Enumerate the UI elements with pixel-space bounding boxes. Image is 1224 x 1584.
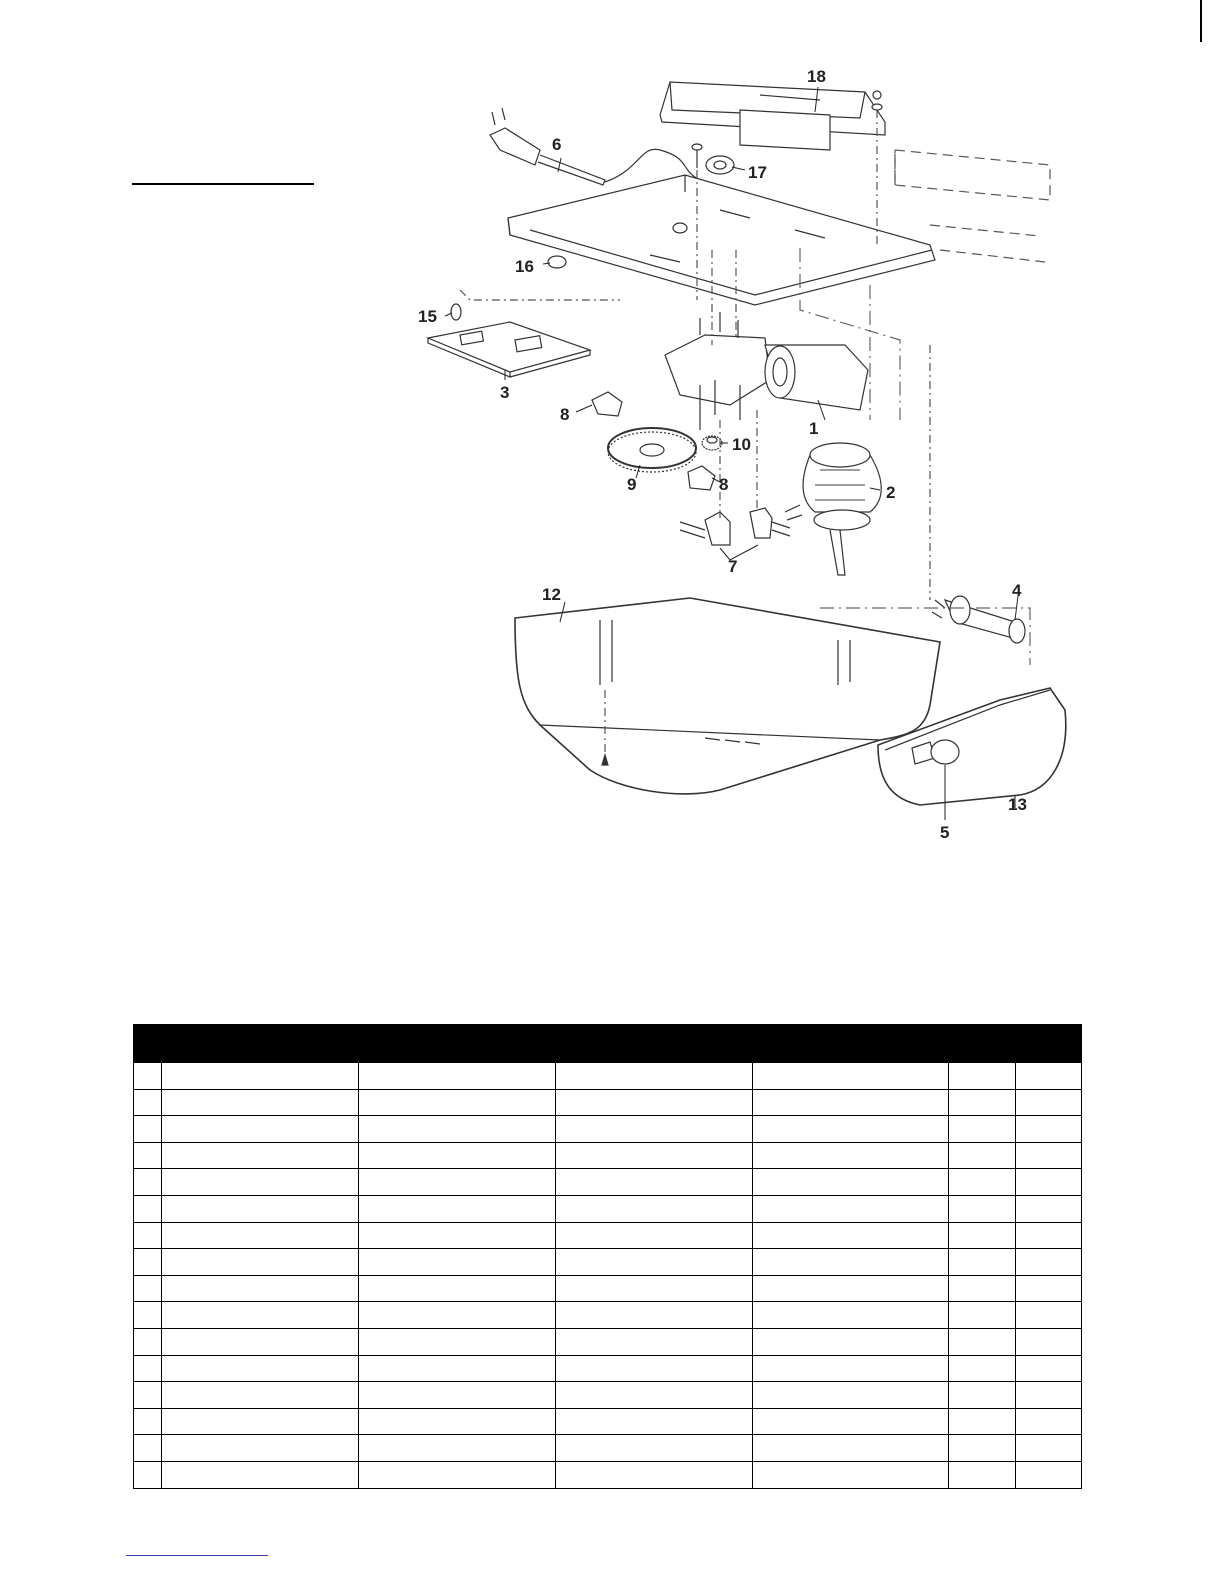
sprocket xyxy=(692,144,734,174)
table-cell xyxy=(134,1116,162,1143)
main-cover xyxy=(515,598,940,794)
table-cell xyxy=(753,1063,949,1090)
table-cell xyxy=(1016,1169,1082,1196)
table-cell xyxy=(556,1222,753,1249)
table-row xyxy=(134,1275,1082,1302)
capacitor xyxy=(785,443,881,575)
table-cell xyxy=(359,1355,556,1382)
table-cell xyxy=(162,1116,359,1143)
table-cell xyxy=(359,1275,556,1302)
table-cell xyxy=(134,1302,162,1329)
table-cell xyxy=(359,1222,556,1249)
table-cell xyxy=(134,1408,162,1435)
callout-7: 7 xyxy=(728,557,738,576)
table-cell xyxy=(134,1382,162,1409)
table-cell xyxy=(949,1355,1016,1382)
nut-16 xyxy=(548,256,566,268)
callout-13: 13 xyxy=(1008,795,1027,814)
table-cell xyxy=(134,1461,162,1488)
table-cell xyxy=(1016,1116,1082,1143)
table-cell xyxy=(753,1408,949,1435)
table-cell xyxy=(949,1063,1016,1090)
table-cell xyxy=(1016,1355,1082,1382)
table-cell xyxy=(753,1382,949,1409)
worm-gear xyxy=(702,436,722,450)
table-cell xyxy=(556,1328,753,1355)
table-cell xyxy=(556,1355,753,1382)
callout-6: 6 xyxy=(552,135,562,154)
page-edge-line xyxy=(1200,0,1202,42)
table-cell xyxy=(556,1249,753,1276)
table-cell xyxy=(359,1195,556,1222)
header-cell xyxy=(753,1025,949,1063)
table-cell xyxy=(1016,1408,1082,1435)
clip-upper xyxy=(592,392,622,416)
table-cell xyxy=(162,1063,359,1090)
table-cell xyxy=(359,1142,556,1169)
table-cell xyxy=(556,1089,753,1116)
table-cell xyxy=(162,1328,359,1355)
table-cell xyxy=(556,1169,753,1196)
table-cell xyxy=(949,1249,1016,1276)
table-cell xyxy=(162,1089,359,1116)
table-cell xyxy=(134,1063,162,1090)
table-cell xyxy=(1016,1302,1082,1329)
table-cell xyxy=(1016,1222,1082,1249)
callout-4: 4 xyxy=(1012,581,1022,600)
circuit-board xyxy=(428,322,590,377)
callout-8-lower: 8 xyxy=(719,475,729,494)
exploded-parts-diagram xyxy=(400,55,1100,865)
table-row xyxy=(134,1355,1082,1382)
clip-lower xyxy=(688,466,715,490)
table-cell xyxy=(949,1275,1016,1302)
heading-underline xyxy=(132,183,314,185)
table-cell xyxy=(556,1195,753,1222)
table-cell xyxy=(359,1089,556,1116)
table-cell xyxy=(162,1275,359,1302)
table-cell xyxy=(556,1461,753,1488)
table-cell xyxy=(1016,1249,1082,1276)
table-row xyxy=(134,1249,1082,1276)
table-cell xyxy=(162,1302,359,1329)
limit-switches xyxy=(680,508,790,545)
table-row xyxy=(134,1116,1082,1143)
fastener-15 xyxy=(451,304,461,320)
table-cell xyxy=(1016,1382,1082,1409)
table-cell xyxy=(359,1302,556,1329)
table-cell xyxy=(949,1089,1016,1116)
callout-18: 18 xyxy=(807,67,826,86)
table-cell xyxy=(753,1116,949,1143)
table-cell xyxy=(556,1142,753,1169)
table-row xyxy=(134,1302,1082,1329)
table-cell xyxy=(134,1328,162,1355)
table-cell xyxy=(753,1195,949,1222)
table-cell xyxy=(556,1063,753,1090)
callout-12: 12 xyxy=(542,585,561,604)
table-cell xyxy=(753,1328,949,1355)
table-cell xyxy=(1016,1142,1082,1169)
table-row xyxy=(134,1089,1082,1116)
main-gear xyxy=(608,428,696,472)
table-cell xyxy=(1016,1461,1082,1488)
mounting-bracket xyxy=(660,82,885,150)
table-row xyxy=(134,1222,1082,1249)
table-cell xyxy=(162,1249,359,1276)
header-cell xyxy=(162,1025,359,1063)
table-cell xyxy=(134,1195,162,1222)
bracket-screw xyxy=(873,91,881,99)
table-cell xyxy=(134,1249,162,1276)
table-cell xyxy=(1016,1063,1082,1090)
callout-15: 15 xyxy=(418,307,437,326)
table-row xyxy=(134,1461,1082,1488)
table-row xyxy=(134,1195,1082,1222)
table-cell xyxy=(556,1382,753,1409)
table-cell xyxy=(949,1142,1016,1169)
table-cell xyxy=(1016,1089,1082,1116)
table-cell xyxy=(949,1195,1016,1222)
callout-10: 10 xyxy=(732,435,751,454)
chassis-plate xyxy=(508,175,935,305)
table-row xyxy=(134,1435,1082,1462)
table-row xyxy=(134,1063,1082,1090)
table-row xyxy=(134,1169,1082,1196)
header-cell xyxy=(1016,1025,1082,1063)
footer-link-underline xyxy=(126,1555,268,1556)
table-cell xyxy=(949,1408,1016,1435)
table-cell xyxy=(753,1142,949,1169)
header-cell xyxy=(556,1025,753,1063)
table-cell xyxy=(162,1355,359,1382)
table-cell xyxy=(949,1435,1016,1462)
table-row xyxy=(134,1328,1082,1355)
table-cell xyxy=(1016,1328,1082,1355)
table-cell xyxy=(359,1249,556,1276)
table-cell xyxy=(359,1408,556,1435)
callout-17: 17 xyxy=(748,163,767,182)
table-cell xyxy=(1016,1275,1082,1302)
callout-8-upper: 8 xyxy=(560,405,570,424)
table-cell xyxy=(556,1408,753,1435)
header-cell xyxy=(359,1025,556,1063)
callout-3: 3 xyxy=(500,383,510,402)
header-cell xyxy=(949,1025,1016,1063)
table-cell xyxy=(359,1328,556,1355)
table-cell xyxy=(162,1461,359,1488)
table-cell xyxy=(359,1063,556,1090)
table-cell xyxy=(753,1275,949,1302)
table-cell xyxy=(162,1222,359,1249)
gear-motor xyxy=(665,312,868,430)
table-cell xyxy=(753,1089,949,1116)
table-cell xyxy=(162,1408,359,1435)
table-cell xyxy=(949,1382,1016,1409)
table-cell xyxy=(162,1195,359,1222)
table-cell xyxy=(556,1435,753,1462)
table-cell xyxy=(359,1116,556,1143)
header-cell xyxy=(134,1025,162,1063)
table-cell xyxy=(134,1275,162,1302)
table-cell xyxy=(359,1169,556,1196)
table-cell xyxy=(753,1302,949,1329)
table-cell xyxy=(949,1302,1016,1329)
callout-1: 1 xyxy=(809,419,819,438)
table-cell xyxy=(162,1142,359,1169)
table-cell xyxy=(753,1249,949,1276)
table-cell xyxy=(162,1169,359,1196)
table-cell xyxy=(359,1382,556,1409)
light-socket xyxy=(932,596,1025,643)
table-cell xyxy=(556,1302,753,1329)
callout-2: 2 xyxy=(886,483,896,502)
table-cell xyxy=(949,1328,1016,1355)
table-cell xyxy=(134,1435,162,1462)
table-cell xyxy=(359,1461,556,1488)
table-cell xyxy=(753,1435,949,1462)
table-cell xyxy=(359,1435,556,1462)
table-cell xyxy=(753,1461,949,1488)
table-cell xyxy=(949,1116,1016,1143)
table-cell xyxy=(753,1355,949,1382)
table-header-row xyxy=(134,1025,1082,1063)
table-cell xyxy=(556,1275,753,1302)
table-cell xyxy=(134,1222,162,1249)
table-row xyxy=(134,1382,1082,1409)
table-cell xyxy=(1016,1195,1082,1222)
callout-16: 16 xyxy=(515,257,534,276)
table-cell xyxy=(949,1169,1016,1196)
table-row xyxy=(134,1142,1082,1169)
table-cell xyxy=(556,1116,753,1143)
table-cell xyxy=(949,1222,1016,1249)
callout-5: 5 xyxy=(940,823,950,842)
table-cell xyxy=(753,1169,949,1196)
table-cell xyxy=(134,1355,162,1382)
callout-9: 9 xyxy=(627,475,637,494)
table-cell xyxy=(162,1435,359,1462)
table-row xyxy=(134,1408,1082,1435)
table-cell xyxy=(753,1222,949,1249)
table-cell xyxy=(949,1461,1016,1488)
table-cell xyxy=(134,1089,162,1116)
table-cell xyxy=(1016,1435,1082,1462)
table-cell xyxy=(162,1382,359,1409)
table-cell xyxy=(134,1169,162,1196)
table-cell xyxy=(134,1142,162,1169)
parts-list-table xyxy=(133,1024,1082,1489)
